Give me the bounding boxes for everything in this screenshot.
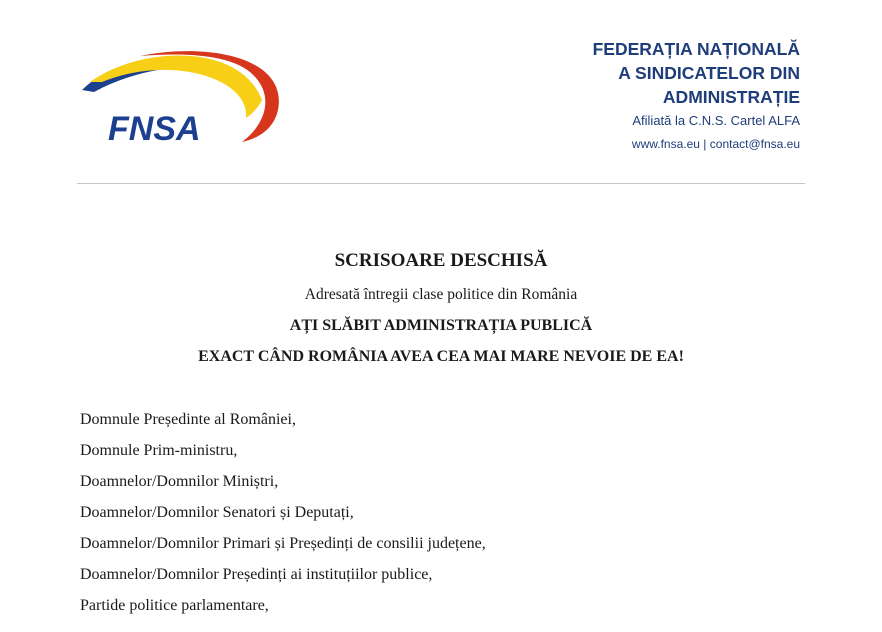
affiliation-text: Afiliată la C.N.S. Cartel ALFA — [632, 113, 800, 128]
organization-name-line: A SINDICATELOR DIN — [618, 63, 800, 83]
organization-header — [593, 37, 800, 152]
letter-subtitle: Adresată întregii clase politice din România — [304, 286, 578, 303]
salutation-item: Doamnelor/Domnilor Miniștri, — [80, 473, 279, 490]
organization-name-line: FEDERAȚIA NAȚIONALĂ — [592, 39, 800, 59]
salutation-list — [80, 409, 486, 626]
salutation-item: Doamnelor/Domnilor Primari și Președinți de consilii județene, — [80, 535, 486, 552]
fnsa-logo — [80, 48, 285, 146]
letter-headline-1: AȚI SLĂBIT ADMINISTRAȚIA PUBLICĂ — [289, 317, 593, 334]
website-link[interactable]: www.fnsa.eu — [631, 137, 700, 151]
organization-name-line: ADMINISTRAȚIE — [662, 87, 800, 107]
organization-name — [593, 37, 800, 109]
logo-text: FNSA — [108, 110, 201, 146]
salutation-item: Domnule Prim-ministru, — [80, 442, 238, 459]
salutation-item: Partide politice parlamentare, — [80, 597, 269, 614]
salutation-item: Domnule Președinte al României, — [80, 411, 296, 428]
email-link[interactable]: contact@fnsa.eu — [709, 137, 800, 151]
contact-line — [593, 136, 800, 152]
letter-title: SCRISOARE DESCHISĂ — [334, 250, 548, 271]
contact-separator: | — [699, 137, 710, 151]
letter-headline-2: EXACT CÂND ROMÂNIA AVEA CEA MAI MARE NEVOIE DE EA! — [198, 348, 684, 365]
header-divider — [77, 183, 805, 184]
salutation-item: Doamnelor/Domnilor Senatori și Deputați, — [80, 504, 354, 521]
salutation-item: Doamnelor/Domnilor Președinți ai instituțiilor publice, — [80, 566, 433, 583]
logo-yellow-arc — [90, 56, 262, 118]
fnsa-logo-graphic — [80, 48, 285, 146]
